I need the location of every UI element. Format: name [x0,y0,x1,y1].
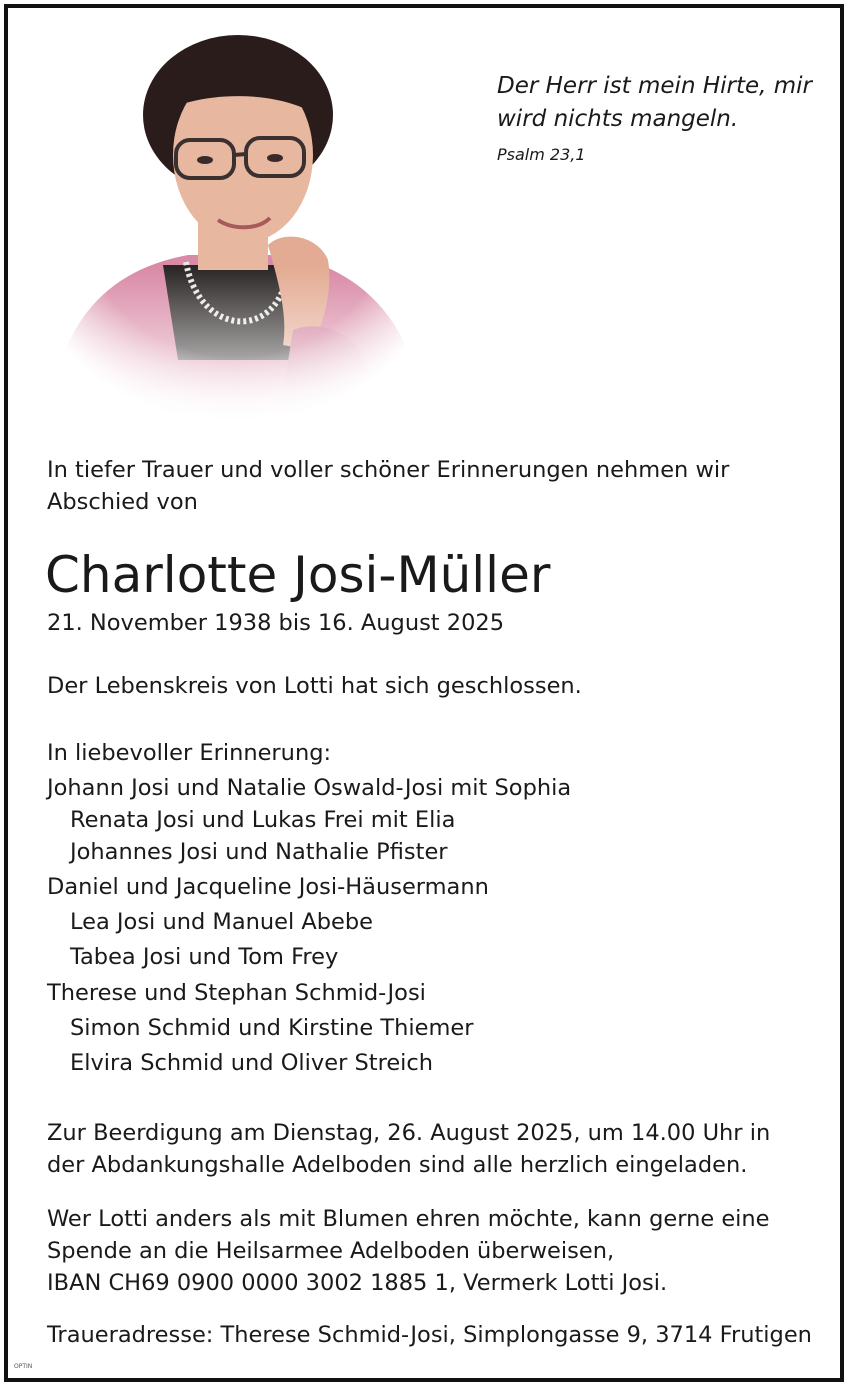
donation-line-1: Wer Lotti anders als mit Blumen ehren möchte, kann gerne eine [47,1206,770,1232]
funeral-line-1: Zur Beerdigung am Dienstag, 26. August 2025, um 14.00 Uhr in [47,1120,771,1146]
intro-line-2: Abschied von [47,489,198,515]
deceased-name: Charlotte Josi-Müller [45,546,551,604]
mourner-entry: Johann Josi und Natalie Oswald-Josi mit Sophia [47,775,572,801]
footer-mark: OPTIN [14,1363,33,1370]
mourner-entry: Renata Josi und Lukas Frei mit Elia [70,807,456,833]
mourner-entry: Simon Schmid und Kirstine Thiemer [70,1015,474,1041]
statement: Der Lebenskreis von Lotti hat sich geschlossen. [47,673,582,699]
mourner-entry: Tabea Josi und Tom Frey [70,944,339,970]
intro-line-1: In tiefer Trauer und voller schöner Erinnerungen nehmen wir [47,457,730,483]
funeral-line-2: der Abdankungshalle Adelboden sind alle herzlich eingeladen. [47,1152,748,1178]
mourners-heading: In liebevoller Erinnerung: [47,740,332,766]
mourner-entry: Therese und Stephan Schmid-Josi [47,980,426,1006]
mourner-entry: Elvira Schmid und Oliver Streich [70,1050,434,1076]
verse-reference: Psalm 23,1 [497,145,586,164]
mourning-address: Traueradresse: Therese Schmid-Josi, Simplongasse 9, 3714 Frutigen [47,1322,812,1348]
verse-line-1: Der Herr ist mein Hirte, mir [497,73,813,99]
verse-line-2: wird nichts mangeln. [497,106,739,132]
donation-line-3: IBAN CH69 0900 0000 3002 1885 1, Vermerk Lotti Josi. [47,1270,668,1296]
bible-verse [497,70,817,136]
mourner-entry: Daniel und Jacqueline Josi-Häusermann [47,874,489,900]
portrait-photo [38,30,433,425]
mourner-entry: Lea Josi und Manuel Abebe [70,909,374,935]
life-dates: 21. November 1938 bis 16. August 2025 [47,610,505,636]
mourner-entry: Johannes Josi und Nathalie Pfister [70,839,448,865]
donation-line-2: Spende an die Heilsarmee Adelboden überweisen, [47,1238,615,1264]
